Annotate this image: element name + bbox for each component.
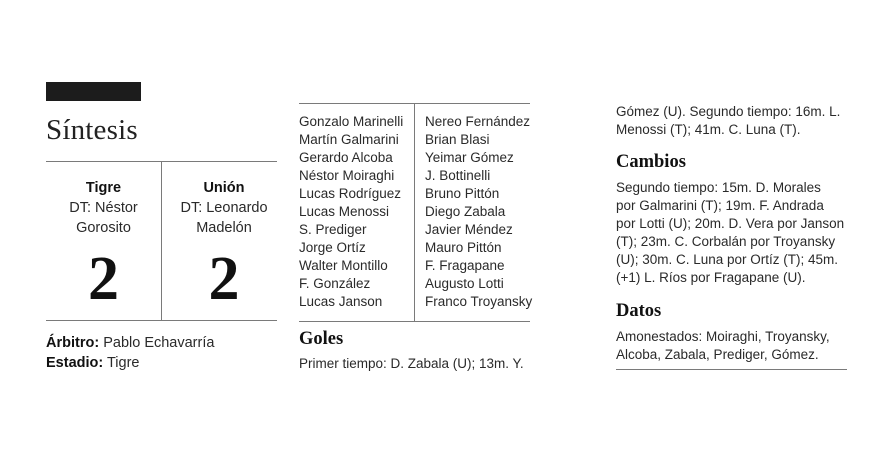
away-lineup bbox=[425, 113, 532, 311]
list-item: Yeimar Gómez bbox=[425, 150, 514, 165]
goles-text: Primer tiempo: D. Zabala (U); 13m. Y. bbox=[299, 356, 524, 371]
text-line: Menossi (T); 41m. C. Luna (T). bbox=[616, 122, 801, 137]
away-coach-line: Madelón bbox=[196, 220, 252, 236]
list-item: Lucas Rodríguez bbox=[299, 186, 402, 201]
away-score: 2 bbox=[208, 245, 240, 313]
list-item: Diego Zabala bbox=[425, 204, 506, 219]
text-line: Alcoba, Zabala, Prediger, Gómez. bbox=[616, 347, 819, 362]
away-team-name: Unión bbox=[203, 180, 245, 196]
home-coach-line: DT: Néstor bbox=[69, 200, 138, 216]
text-line: Gómez (U). Segundo tiempo: 16m. L. bbox=[616, 104, 841, 119]
datos-text bbox=[616, 328, 830, 364]
goles-heading: Goles bbox=[299, 329, 344, 349]
text-line: (+1) L. Ríos por Fragapane (U). bbox=[616, 270, 806, 285]
list-item: Jorge Ortíz bbox=[299, 240, 366, 255]
list-item: Bruno Pittón bbox=[425, 186, 500, 201]
text-line: Amonestados: Moiraghi, Troyansky, bbox=[616, 329, 830, 344]
list-item: Franco Troyansky bbox=[425, 294, 533, 309]
list-item: Gonzalo Marinelli bbox=[299, 114, 404, 129]
list-item: Gerardo Alcoba bbox=[299, 150, 393, 165]
cambios-heading: Cambios bbox=[616, 152, 686, 172]
list-item: Mauro Pittón bbox=[425, 240, 502, 255]
list-item: Augusto Lotti bbox=[425, 276, 504, 291]
list-item: Néstor Moiraghi bbox=[299, 168, 395, 183]
list-item: S. Prediger bbox=[299, 222, 367, 237]
home-coach-line: Gorosito bbox=[76, 220, 131, 236]
list-item: Lucas Menossi bbox=[299, 204, 390, 219]
text-line: (U); 30m. C. Luna por Ortíz (T); 45m. bbox=[616, 252, 839, 267]
section-marker-bar bbox=[46, 82, 141, 101]
list-item: Javier Méndez bbox=[425, 222, 513, 237]
cambios-text bbox=[616, 179, 844, 287]
home-team-name: Tigre bbox=[85, 180, 122, 196]
referee-line bbox=[46, 333, 214, 353]
text-line: por Galmarini (T); 19m. F. Andrada bbox=[616, 198, 824, 213]
list-item: F. Fragapane bbox=[425, 258, 505, 273]
divider bbox=[616, 369, 847, 370]
divider bbox=[299, 321, 530, 322]
divider bbox=[46, 320, 277, 321]
home-team-block bbox=[46, 178, 161, 313]
list-item: Brian Blasi bbox=[425, 132, 490, 147]
goles-text-continued bbox=[616, 103, 840, 139]
list-item: Martín Galmarini bbox=[299, 132, 399, 147]
stadium-name: Tigre bbox=[106, 355, 140, 371]
referee-name: Pablo Echavarría bbox=[103, 335, 215, 351]
stadium-line bbox=[46, 353, 139, 373]
text-line: Segundo tiempo: 15m. D. Morales bbox=[616, 180, 821, 195]
divider bbox=[414, 103, 415, 322]
stadium-label: Estadio: bbox=[46, 355, 104, 371]
text-line: (T); 23m. C. Corbalán por Troyansky bbox=[616, 234, 836, 249]
referee-label: Árbitro: bbox=[46, 335, 100, 351]
away-coach-line: DT: Leonardo bbox=[180, 200, 268, 216]
text-line: por Lotti (U); 20m. D. Vera por Janson bbox=[616, 216, 845, 231]
home-score: 2 bbox=[88, 245, 119, 313]
list-item: Walter Montillo bbox=[299, 258, 388, 273]
list-item: F. González bbox=[299, 276, 371, 291]
away-team-block bbox=[162, 178, 286, 313]
home-lineup bbox=[299, 113, 403, 311]
datos-heading: Datos bbox=[616, 301, 662, 321]
list-item: J. Bottinelli bbox=[425, 168, 491, 183]
list-item: Lucas Janson bbox=[299, 294, 383, 309]
section-title: Síntesis bbox=[46, 114, 138, 146]
list-item: Nereo Fernández bbox=[425, 114, 531, 129]
